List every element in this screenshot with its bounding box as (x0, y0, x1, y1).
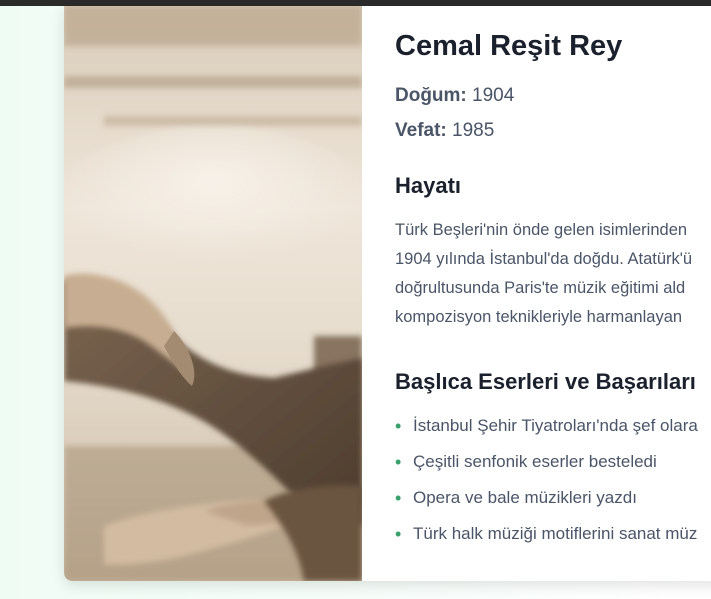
bullet-icon: • (395, 524, 402, 544)
list-item (395, 522, 698, 558)
biography-line: Türk Beşleri'nin önde gelen isimlerinden (395, 221, 688, 239)
death-label: Vefat: (395, 120, 447, 141)
list-item (395, 414, 698, 450)
life-section-title: Hayatı (395, 173, 462, 198)
list-item (395, 486, 698, 522)
works-list (395, 414, 698, 558)
work-text: Opera ve bale müzikleri yazdı (413, 488, 637, 507)
birth-label: Doğum: (395, 85, 467, 106)
composer-name: Cemal Reşit Rey (395, 30, 623, 62)
biography-line: doğrultusunda Paris'te müzik eğitimi ald (395, 279, 686, 297)
biography-line: 1904 yılında İstanbul'da doğdu. Atatürk'ü (395, 250, 693, 268)
birth-info (395, 84, 514, 108)
biography-line: kompozisyon teknikleriyle harmanlayan (395, 308, 683, 326)
bullet-icon: • (395, 452, 402, 472)
composer-card (64, 6, 711, 581)
work-text: Türk halk müziği motiflerini sanat müz (413, 524, 698, 543)
life-biography (395, 216, 692, 332)
death-value: 1985 (452, 120, 495, 141)
composer-photo (64, 6, 362, 581)
work-text: İstanbul Şehir Tiyatroları'nda şef olara (413, 416, 698, 435)
birth-value: 1904 (472, 85, 515, 106)
works-section-title: Başlıca Eserleri ve Başarıları (395, 369, 696, 394)
bullet-icon: • (395, 416, 402, 436)
death-info (395, 119, 494, 143)
list-item (395, 450, 698, 486)
work-text: Çeşitli senfonik eserler besteledi (413, 452, 657, 471)
bullet-icon: • (395, 488, 402, 508)
